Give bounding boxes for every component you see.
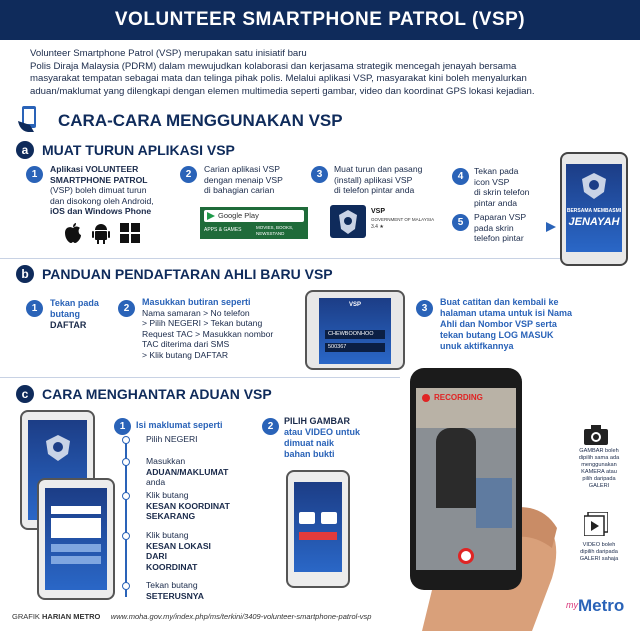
b-step-2-line: > Pilih NEGERI > Tekan butang	[142, 318, 263, 329]
a-step-2-line: dengan menaip VSP	[204, 174, 283, 185]
phone-upload	[286, 470, 350, 588]
a-step-4-line: pintar anda	[474, 197, 518, 208]
a-step-5-line: Paparan VSP	[474, 212, 527, 222]
app-card-name: VSP	[371, 208, 386, 215]
b-step-2-number: 2	[118, 300, 135, 317]
a-step-2-text	[204, 164, 308, 196]
video-note	[562, 542, 636, 563]
timeline-item-1	[146, 434, 198, 445]
b-step-3-number: 3	[416, 300, 433, 317]
camera-note	[562, 448, 636, 490]
a-step-5-text	[474, 212, 546, 244]
phone-registration-display	[319, 298, 391, 364]
b-step-1-text	[50, 298, 120, 331]
brand-logo: Metro	[578, 596, 625, 615]
brand-my: my	[566, 600, 578, 610]
c-step-2-line: dimuat naik	[284, 438, 335, 448]
play-store-icon	[207, 212, 215, 220]
camera-note-line: KAMERA atau	[581, 469, 617, 475]
timeline-text: Tekan butang	[146, 580, 198, 590]
a-step-5-number: 5	[452, 214, 469, 231]
form-textarea	[51, 518, 101, 538]
b-step-2-line: Request TAC > Masukkan nombor	[142, 328, 274, 339]
police-badge-icon	[44, 434, 72, 462]
b-step-1-line: Tekan pada	[50, 298, 99, 308]
footer-credit-b: HARIAN METRO	[42, 612, 101, 621]
c-step-2-line: bahan bukti	[284, 449, 335, 459]
phone-text-big: JENAYAH	[568, 216, 620, 228]
a-step-4-line: di skrin telefon	[474, 187, 530, 198]
section-c-badge: c	[16, 385, 34, 403]
timeline-text: DARI	[146, 551, 168, 562]
video-icon	[584, 512, 608, 536]
phone-reg-field-number: 500367	[325, 343, 385, 352]
camera-icon	[584, 425, 608, 445]
phone-report-2	[37, 478, 115, 600]
timeline-text: Klik butang	[146, 490, 189, 500]
timeline-text: anda	[146, 477, 166, 488]
c-step-2-number: 2	[262, 418, 279, 435]
camera-note-line: pilih daripada	[582, 476, 616, 482]
phone-recording-display	[416, 388, 516, 570]
b-step-2-line: Nama samaran > No telefon	[142, 307, 250, 318]
phone-vsp-screen	[560, 152, 628, 266]
intro-line-2: Polis Diraja Malaysia (PDRM) dalam mewujudkan kolaborasi dan kerjasama strategik mencegah jenayah bersama	[30, 60, 517, 72]
google-play-search: Google Play	[204, 210, 304, 222]
a-step-3-line: di telefon pintar anda	[334, 185, 415, 196]
phone-recording	[410, 368, 522, 590]
b-step-2-text	[142, 297, 302, 361]
timeline-text: SEKARANG	[146, 511, 196, 522]
c-step-1-number: 1	[114, 418, 131, 435]
page-title: VOLUNTEER SMARTPHONE PATROL (VSP)	[0, 0, 640, 40]
a-step-4-number: 4	[452, 168, 469, 185]
video-note-line: GALERI sahaja	[579, 556, 619, 562]
recording-label: RECORDING	[434, 393, 483, 402]
record-dot-icon	[422, 394, 430, 402]
b-step-2-line: TAC diterima dari SMS	[142, 339, 230, 350]
timeline-text: SETERUSNYA	[146, 590, 204, 601]
timeline-text: Pilih NEGERI	[146, 434, 198, 444]
a-step-3-line: (install) aplikasi VSP	[334, 174, 413, 185]
suspect-figure	[436, 428, 476, 508]
b-step-1-line: DAFTAR	[50, 320, 87, 330]
google-play-other: MOVIES, BOOKS, NEWSSTAND	[256, 225, 294, 236]
timeline-text: Klik butang	[146, 530, 189, 540]
upload-submit-button	[299, 532, 337, 540]
upload-video-button	[321, 512, 337, 524]
a-step-1-line: iOS dan Windows Phone	[50, 206, 152, 217]
a-step-3-text	[334, 164, 446, 196]
a-step-1-line: dan disokong oleh Android,	[50, 195, 154, 206]
google-play-card	[200, 207, 308, 239]
footer-url[interactable]: www.moha.gov.my/index.php/ms/terkini/3409-volunteer-smartphone-patrol-vsp	[110, 612, 372, 621]
timeline-item-5	[146, 580, 204, 601]
vsp-app-icon	[330, 205, 366, 238]
a-step-3-number: 3	[311, 166, 328, 183]
timeline-dot	[122, 492, 130, 500]
timeline-item-4	[146, 530, 211, 572]
a-step-1-line: SMARTPHONE PATROL	[50, 174, 148, 185]
timeline-dot	[122, 458, 130, 466]
video-note-line: VIDEO boleh	[582, 542, 616, 548]
hand-phone-icon	[16, 105, 42, 133]
footer-credit-a: GRAFIK	[12, 612, 40, 621]
counter	[476, 478, 512, 528]
a-step-2-number: 2	[180, 166, 197, 183]
phone-reg-field-name: CHEWBOONHOO	[325, 330, 385, 339]
a-step-1-number: 1	[26, 166, 43, 183]
phone-reg-label: VSP	[348, 302, 361, 308]
app-card-publisher: GOVERNMENT OF MALAYSIA	[371, 217, 435, 222]
intro-line-3: masyarakat tempatan sebagai mata dan telinga pihak polis. Melalui aplikasi VSP, masyarakat kini boleh menyalurkan	[30, 73, 527, 85]
phone-vsp-display	[566, 164, 622, 252]
timeline-text: KESAN KOORDINAT	[146, 500, 230, 511]
timeline-text: ADUAN/MAKLUMAT	[146, 466, 229, 477]
record-button	[458, 548, 474, 564]
apple-icon	[64, 222, 82, 244]
b-step-1-number: 1	[26, 300, 43, 317]
intro-text	[30, 48, 620, 98]
windows-icon	[120, 223, 140, 243]
a-step-5-line: pada skrin	[474, 222, 514, 233]
a-step-4-line: icon VSP	[474, 176, 510, 187]
a-step-5-line: telefon pintar	[474, 233, 524, 244]
camera-note-line: GALERI	[588, 483, 610, 489]
timeline-dot	[122, 436, 130, 444]
divider	[0, 258, 560, 259]
form-button	[51, 544, 101, 552]
c-step-1-label: Isi maklumat seperti	[136, 420, 223, 430]
camera-note-line: dipilih sama ada	[578, 455, 620, 461]
footer	[12, 612, 371, 621]
a-step-1-text	[50, 164, 178, 217]
b-step-3-line: Ahli dan Nombor VSP serta	[440, 319, 557, 329]
divider	[0, 377, 400, 378]
intro-line-4: aduan/maklumat yang dilengkapi dengan elemen multimedia seperti gambar, video dan koordinat GPS lokasi kejadian.	[30, 85, 535, 97]
timeline-text: Masukkan	[146, 456, 186, 466]
b-step-3-line: unuk aktifkannya	[440, 341, 514, 351]
b-step-3-line: tekan butang LOG MASUK	[440, 330, 554, 340]
timeline-item-3	[146, 490, 230, 522]
form-field	[51, 506, 101, 514]
section-b-badge: b	[16, 265, 34, 283]
b-step-3-text	[440, 297, 610, 352]
a-step-4-text	[474, 166, 554, 208]
police-badge-icon	[330, 205, 366, 238]
a-step-2-line: di bahagian carian	[204, 185, 275, 196]
timeline-text: KESAN LOKASI	[146, 540, 211, 551]
section-c-title: CARA MENGHANTAR ADUAN VSP	[42, 386, 272, 402]
app-card-rating: 3.4 ★	[371, 224, 384, 230]
phone-upload-display	[294, 482, 342, 572]
b-step-2-line: > Klik butang DAFTAR	[142, 349, 229, 360]
a-step-1-line: Aplikasi VOLUNTEER	[50, 164, 139, 174]
timeline-dot	[122, 582, 130, 590]
timeline-item-2	[146, 456, 228, 488]
c-step-2-line: atau VIDEO untuk	[284, 427, 361, 437]
a-step-4-line: Tekan pada	[474, 166, 519, 176]
section-a-title: MUAT TURUN APLIKASI VSP	[42, 142, 235, 158]
b-step-3-line: Buat catitan dan kembali ke	[440, 297, 559, 307]
b-step-3-line: halaman utama untuk isi Nama	[440, 308, 573, 318]
phone-text-small: BERSAMA MEMBASMI	[566, 208, 622, 214]
c-step-2-line: PILIH GAMBAR	[284, 416, 350, 426]
phone-report-2-display	[45, 488, 107, 590]
phone-registration	[305, 290, 405, 370]
android-icon	[92, 222, 110, 244]
arrow-right-icon	[546, 222, 556, 232]
b-step-2-line: Masukkan butiran seperti	[142, 297, 251, 307]
camera-note-line: menggunakan	[581, 462, 617, 468]
form-button	[51, 556, 101, 564]
google-play-apps: APPS & GAMES	[204, 227, 242, 233]
a-step-1-line: (VSP) boleh dimuat turun	[50, 185, 147, 196]
timeline-text: KOORDINAT	[146, 561, 198, 572]
timeline-dot	[122, 532, 130, 540]
section-a-badge: a	[16, 141, 34, 159]
camera-note-line: GAMBAR boleh	[579, 448, 619, 454]
intro-line-1: Volunteer Smartphone Patrol (VSP) merupakan satu inisiatif baru	[30, 48, 307, 59]
b-step-1-line: butang	[50, 309, 80, 319]
a-step-2-line: Carian aplikasi VSP	[204, 164, 280, 174]
police-badge-icon	[580, 172, 608, 200]
section-b-title: PANDUAN PENDAFTARAN AHLI BARU VSP	[42, 266, 333, 282]
main-section-title: CARA-CARA MENGGUNAKAN VSP	[58, 111, 343, 130]
video-note-line: dipilih daripada	[580, 549, 618, 555]
a-step-3-line: Muat turun dan pasang	[334, 164, 423, 174]
upload-camera-button	[299, 512, 315, 524]
c-step-2-text	[284, 416, 394, 460]
